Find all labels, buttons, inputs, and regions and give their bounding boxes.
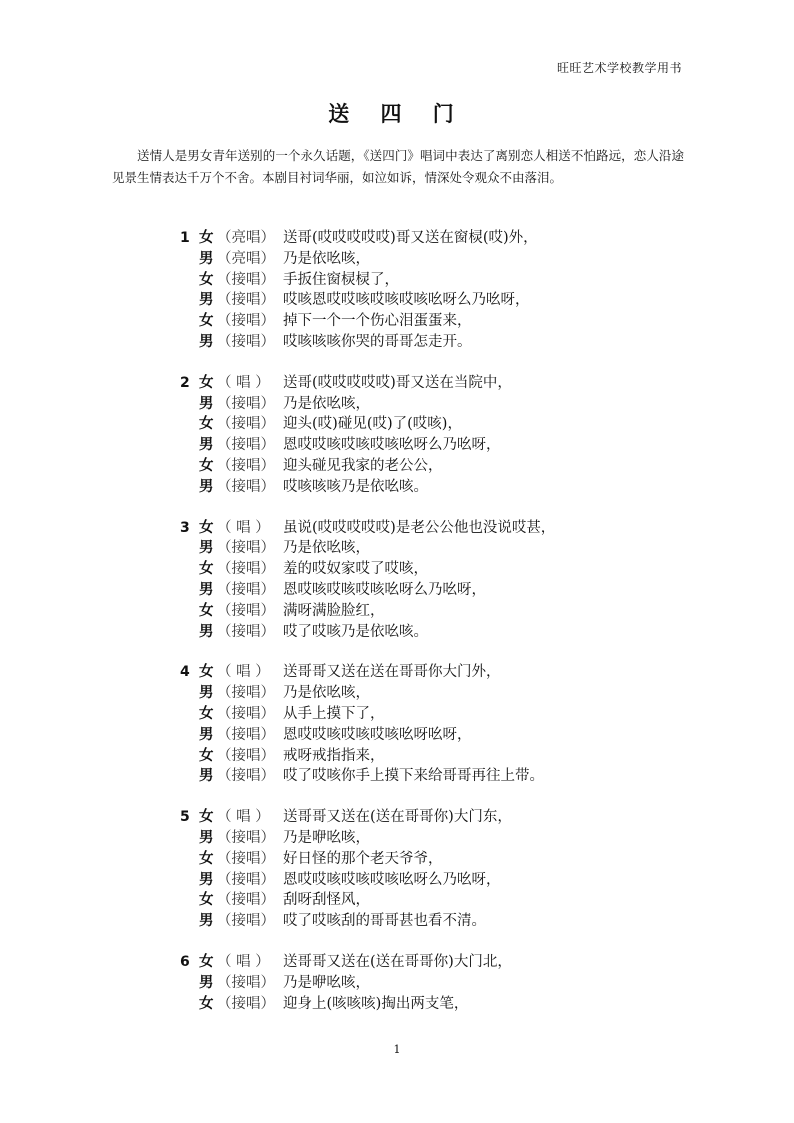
singer-role: 女 [199,849,214,867]
singer-role: 女 [199,704,214,722]
lyric-line [180,622,650,643]
singing-mode: （接唱） [217,437,275,454]
lyric-line [180,580,650,601]
singer-role: 男 [199,870,214,888]
singing-mode: （接唱） [217,850,275,867]
lyric-text: 恩哎哎咳哎咳哎咳吆呀吆呀， [283,726,472,743]
lyric-text: 哎咳咳咳乃是依吆咳。 [283,478,428,495]
lyric-line [180,394,650,415]
lyric-line [180,952,650,973]
singer-role: 男 [199,767,214,785]
singing-mode: （ 唱 ） [217,519,270,536]
singing-mode: （接唱） [217,581,275,598]
singing-mode: （接唱） [217,995,275,1012]
lyric-line [180,373,650,394]
singer-role: 男 [199,436,214,454]
lyric-text: 恩哎哎咳哎咳哎咳吆呀么乃吆呀， [283,437,501,454]
lyric-line [180,870,650,891]
singing-mode: （接唱） [217,623,275,640]
page-number: 1 [393,1043,401,1056]
lyric-text: 戒呀戒指指来， [283,747,385,764]
lyric-text: 掉下一个一个伤心泪蛋蛋来， [283,313,472,330]
lyric-text: 乃是依吆咳， [283,395,370,412]
intro-paragraph: 送情人是男女青年送别的一个永久话题，《送四门》唱词中表达了离别恋人相送不怕路远，恋人沿途见景生情表达千万个不舍。本剧目衬词华丽，如泣如诉，情深处令观众不由落泪。 [112,148,684,185]
singing-mode: （ 唱 ） [217,374,270,391]
singing-mode: （接唱） [217,768,275,785]
lyric-text: 刮呀刮怪风， [283,892,370,909]
lyric-line [180,456,650,477]
singing-mode: （亮唱） [217,230,275,246]
lyric-line [180,662,650,683]
singer-role: 女 [199,560,214,578]
lyric-text: 虽说(哎哎哎哎哎)是老公公他也没说哎甚， [283,519,556,536]
lyric-text: 哎咳恩哎哎咳哎咳哎咳吆呀么乃吆呀， [283,292,530,309]
lyric-text: 恩哎哎咳哎咳哎咳吆呀么乃吆呀， [283,871,501,888]
lyric-line [180,601,650,622]
verse-5 [180,807,650,932]
running-header: 旺旺艺术学校教学用书 [556,61,682,75]
lyric-text: 从手上摸下了， [283,705,385,722]
lyric-text: 乃是咿吆咳， [283,829,370,846]
singer-role: 女 [199,373,214,391]
singing-mode: （接唱） [217,913,275,930]
verse-3 [180,518,650,643]
singer-role: 男 [199,249,214,267]
singer-role: 女 [199,312,214,330]
lyric-text: 哎了哎咳你手上摸下来给哥哥再往上带。 [283,768,544,785]
singing-mode: （接唱） [217,478,275,495]
singing-mode: （ 唱 ） [217,809,270,826]
lyric-line [180,746,650,767]
lyric-text: 迎头碰见我家的老公公， [283,457,443,474]
singer-role: 男 [199,580,214,598]
singing-mode: （ 唱 ） [217,664,270,681]
singer-role: 女 [199,415,214,433]
singer-role: 女 [199,601,214,619]
singing-mode: （接唱） [217,685,275,702]
verse-number: 3 [180,519,190,536]
verse-number: 2 [180,374,190,391]
singer-role: 女 [199,456,214,474]
singer-role: 男 [199,477,214,495]
lyric-line [180,890,650,911]
singer-role: 女 [199,663,214,681]
lyric-text: 满呀满脸脸红， [283,602,385,619]
lyric-text: 送哥(哎哎哎哎哎)哥又送在窗棂(哎)外， [283,230,538,246]
singing-mode: （接唱） [217,602,275,619]
lyric-line [180,973,650,994]
lyric-line [180,249,650,270]
verse-number: 1 [180,230,190,246]
singing-mode: （接唱） [217,871,275,888]
lyric-line [180,994,650,1015]
singer-role: 男 [199,622,214,640]
lyric-text: 迎身上(咳咳咳)掏出两支笔， [283,995,469,1012]
singing-mode: （接唱） [217,829,275,846]
singer-role: 男 [199,684,214,702]
singer-role: 男 [199,828,214,846]
singing-mode: （接唱） [217,457,275,474]
singer-role: 女 [199,808,214,826]
singing-mode: （接唱） [217,892,275,909]
lyric-line [180,704,650,725]
singing-mode: （接唱） [217,561,275,578]
singer-role: 男 [199,291,214,309]
lyric-line [180,270,650,291]
verse-number: 5 [180,809,190,826]
lyric-line [180,332,650,353]
singing-mode: （接唱） [217,705,275,722]
lyric-line [180,290,650,311]
singer-role: 女 [199,891,214,909]
singer-role: 男 [199,725,214,743]
lyric-text: 送哥(哎哎哎哎哎)哥又送在当院中， [283,374,512,391]
lyric-line [180,518,650,539]
singing-mode: （接唱） [217,271,275,288]
lyric-line [180,911,650,932]
lyric-text: 哎了哎咳乃是依吆咳。 [283,623,428,640]
lyric-text: 羞的哎奴家哎了哎咳， [283,561,428,578]
singer-role: 男 [199,912,214,930]
lyric-text: 哎了哎咳刮的哥哥甚也看不清。 [283,913,486,930]
lyric-line [180,849,650,870]
singer-role: 女 [199,270,214,288]
verse-number: 4 [180,664,190,681]
singer-role: 男 [199,332,214,350]
lyric-text: 哎咳咳咳你哭的哥哥怎走开。 [283,333,472,350]
singer-role: 女 [199,746,214,764]
singer-role: 男 [199,973,214,991]
lyric-text: 乃是咿吆咳， [283,974,370,991]
singing-mode: （亮唱） [217,250,275,267]
lyric-line [180,725,650,746]
verse-4 [180,662,650,787]
verse-6 [180,952,650,1014]
singing-mode: （接唱） [217,313,275,330]
lyric-text: 送哥哥又送在(送在哥哥你)大门东， [283,809,512,826]
page-title: 送 四 门 [328,101,466,126]
singing-mode: （接唱） [217,974,275,991]
singer-role: 女 [199,229,214,246]
lyric-text: 好日怪的那个老天爷爷， [283,850,443,867]
lyric-line [180,559,650,580]
verse-1 [180,228,650,353]
lyric-text: 乃是依吆咳， [283,685,370,702]
singing-mode: （ 唱 ） [217,953,270,970]
lyric-text: 送哥哥又送在送在哥哥你大门外， [283,664,501,681]
lyric-text: 恩哎咳哎咳哎咳吆呀么乃吆呀， [283,581,486,598]
lyric-line [180,538,650,559]
singing-mode: （接唱） [217,416,275,433]
lyric-text: 迎头(哎)碰见(哎)了(哎咳)， [283,416,462,433]
singing-mode: （接唱） [217,540,275,557]
lyrics-body [180,228,650,1034]
singing-mode: （接唱） [217,747,275,764]
lyric-text: 乃是依吆咳， [283,540,370,557]
singing-mode: （接唱） [217,292,275,309]
lyric-line [180,435,650,456]
singing-mode: （接唱） [217,333,275,350]
lyric-line [180,766,650,787]
singer-role: 男 [199,539,214,557]
verse-number: 6 [180,953,190,970]
lyric-line [180,683,650,704]
lyric-text: 手扳住窗棂棂了， [283,271,399,288]
singer-role: 男 [199,394,214,412]
singing-mode: （接唱） [217,726,275,743]
lyric-line [180,807,650,828]
singer-role: 女 [199,994,214,1012]
lyric-text: 送哥哥又送在(送在哥哥你)大门北， [283,953,512,970]
lyric-line [180,228,650,249]
lyric-line [180,477,650,498]
singing-mode: （接唱） [217,395,275,412]
lyric-line [180,311,650,332]
singer-role: 女 [199,952,214,970]
lyric-text: 乃是依吆咳， [283,250,370,267]
lyric-line [180,414,650,435]
verse-2 [180,373,650,498]
singer-role: 女 [199,518,214,536]
lyric-line [180,828,650,849]
